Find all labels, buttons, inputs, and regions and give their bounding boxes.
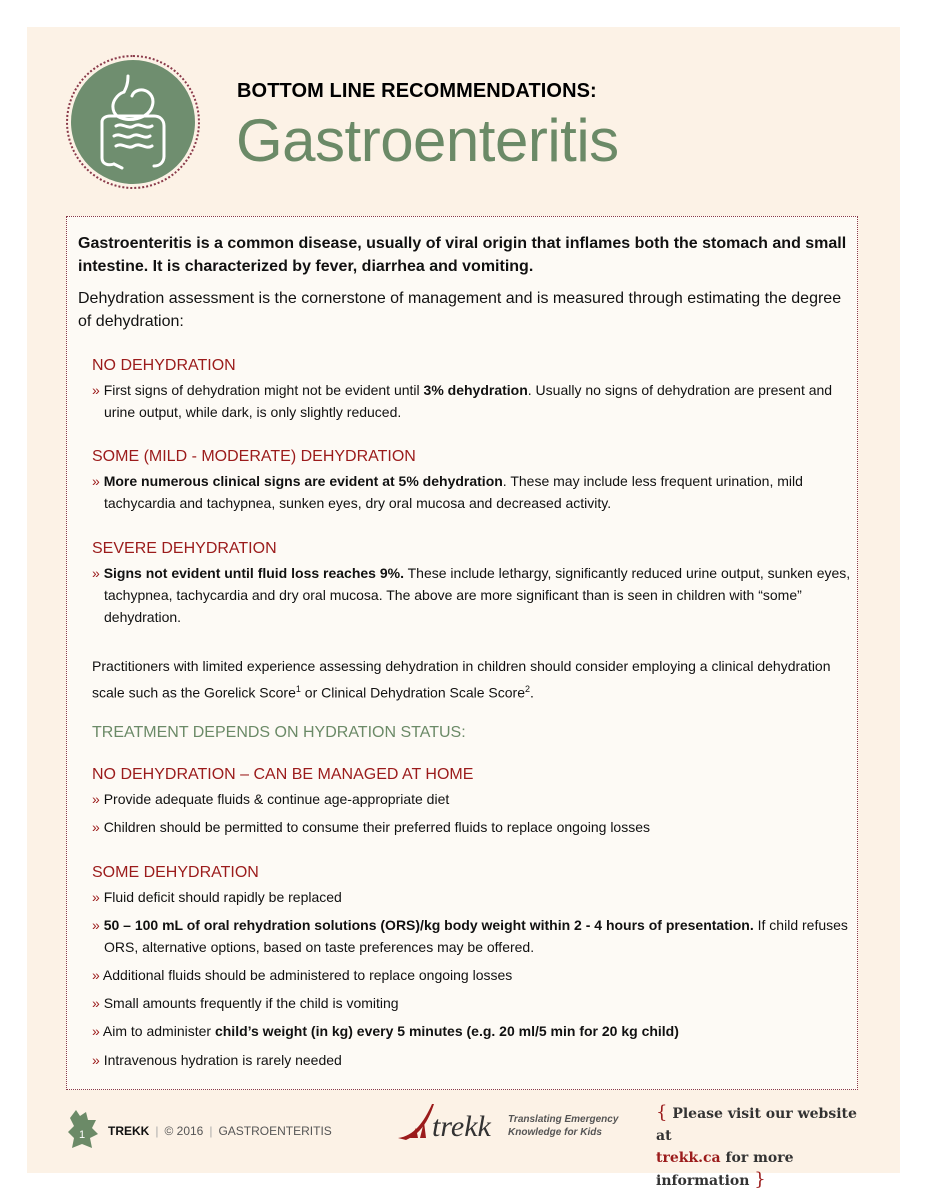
logo-ring [66, 55, 200, 189]
website-link[interactable]: trekk.ca [656, 1150, 721, 1166]
heading-severe-dehydration: SEVERE DEHYDRATION [92, 540, 277, 557]
list-item: » Small amounts frequently if the child is vomiting [92, 995, 399, 1011]
stomach-intestine-icon [71, 60, 195, 184]
bullet-no-dehydration: » First signs of dehydration might not be evident until 3% dehydration. Usually no signs of dehydration are present and urine output, while dark, is only slightly reduced. [92, 382, 833, 420]
trekk-tagline-2: Knowledge for Kids [508, 1127, 602, 1138]
trekk-tagline-1: Translating Emergency [508, 1114, 619, 1125]
trekk-swoosh-icon [398, 1104, 434, 1140]
footer-copyright: © 2016 [164, 1124, 204, 1138]
heading-some-dehydration: SOME (MILD - MODERATE) DEHYDRATION [92, 448, 416, 465]
bullet-glyph: » [92, 382, 100, 398]
trekk-logo [396, 1100, 619, 1144]
visit-website-note: { Please visit our website at trekk.ca for more information } [656, 1102, 857, 1190]
bullet-glyph: » [92, 1023, 100, 1039]
intro-text: Dehydration assessment is the cornerstone of management and is measured through estimating the degree of dehydration: [78, 290, 842, 330]
bullet-glyph: » [92, 917, 100, 933]
page-title: Gastroenteritis [236, 107, 619, 174]
heading-no-dehydration: NO DEHYDRATION [92, 357, 236, 374]
maple-leaf-page-icon [66, 1108, 100, 1150]
list-item: » Additional fluids should be administered to replace ongoing losses [92, 967, 513, 983]
list-item: » Provide adequate fluids & continue age-appropriate diet [92, 791, 450, 807]
list-item: » Children should be permitted to consume their preferred fluids to replace ongoing losses [92, 819, 650, 835]
bullet-glyph: » [92, 791, 100, 807]
page-number: 1 [79, 1129, 86, 1141]
list-item: » Intravenous hydration is rarely needed [92, 1052, 342, 1068]
heading-manage-home: NO DEHYDRATION – CAN BE MANAGED AT HOME [92, 766, 474, 783]
bullet-glyph: » [92, 995, 100, 1011]
bullet-glyph: » [92, 889, 100, 905]
bullet-glyph: » [92, 473, 100, 489]
heading-some-treatment: SOME DEHYDRATION [92, 864, 259, 881]
bullet-glyph: » [92, 819, 100, 835]
trekk-wordmark: trekk [432, 1110, 491, 1143]
heading-treatment: TREATMENT DEPENDS ON HYDRATION STATUS: [92, 724, 466, 741]
intro-bold: Gastroenteritis is a common disease, usually of viral origin that inflames both the stomach and small intestine. It is characterized by fever, diarrhea and vomiting. [78, 235, 847, 275]
content-box [66, 216, 858, 1090]
list-item: » Fluid deficit should rapidly be replaced [92, 889, 342, 905]
list-item: » 50 – 100 mL of oral rehydration solutions (ORS)/kg body weight within 2 - 4 hours of presentation. If child refuses ORS, alternative options, based on taste preferences may be offered. [92, 917, 848, 955]
bullet-some-dehydration: » More numerous clinical signs are evident at 5% dehydration. These may include less frequent urination, mild tachycardia and tachypnea, sunken eyes, dry oral mucosa and decreased activity. [92, 473, 803, 511]
footer-brand: TREKK [108, 1124, 150, 1138]
footer-text: TREKK | © 2016 | GASTROENTERITIS [108, 1124, 332, 1138]
list-item: » Aim to administer child’s weight (in kg) every 5 minutes (e.g. 20 ml/5 min for 20 kg child) [92, 1023, 679, 1039]
bullet-glyph: » [92, 1052, 100, 1068]
header-subtitle: BOTTOM LINE RECOMMENDATIONS: [237, 80, 597, 102]
bullet-glyph: » [92, 565, 100, 581]
bullet-severe-dehydration: » Signs not evident until fluid loss reaches 9%. These include lethargy, significantly reduced urine output, sunken eyes, tachypnea, tachycardia and dry oral mucosa. The above are more significant than is seen in children with “some” dehydration. [92, 565, 851, 625]
bullet-glyph: » [92, 967, 100, 983]
footer-section: GASTROENTERITIS [218, 1124, 332, 1138]
practitioners-text: Practitioners with limited experience assessing dehydration in children should consider employing a clinical dehydration scale such as the Gorelick Score$^1$ or Clinical Dehydration Scale Score$^2$. [92, 658, 831, 701]
